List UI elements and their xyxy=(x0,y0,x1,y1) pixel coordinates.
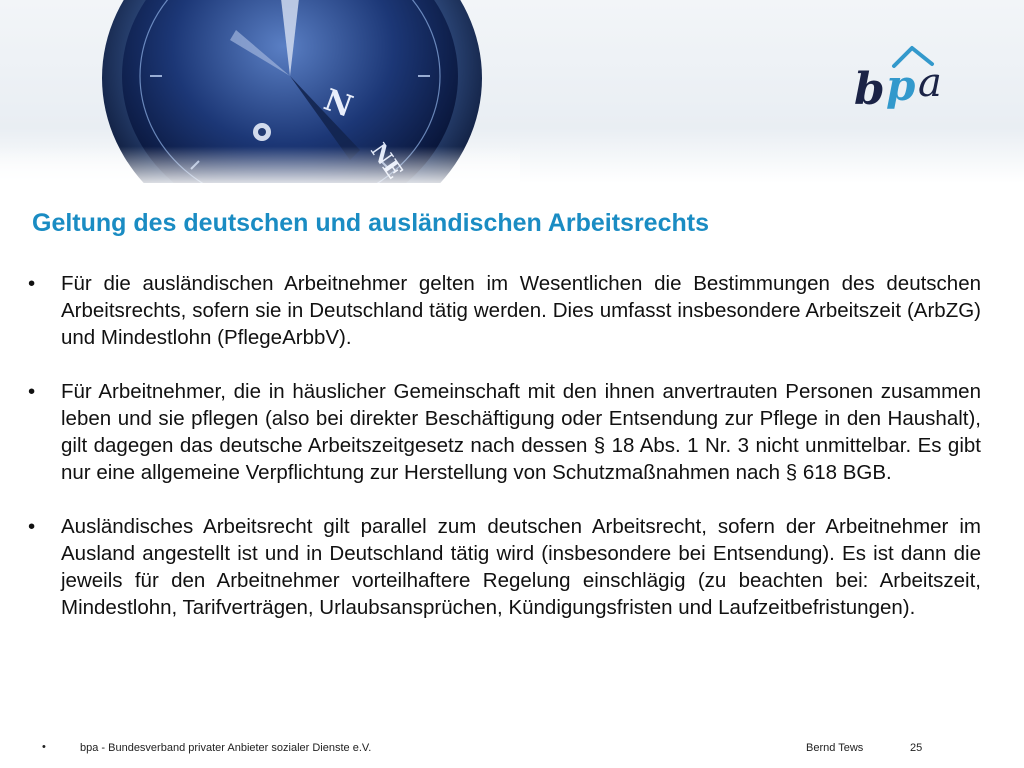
svg-text:b: b xyxy=(854,64,885,115)
compass-image xyxy=(0,0,520,183)
svg-text:p: p xyxy=(886,61,916,110)
bullet-marker: • xyxy=(28,515,36,538)
svg-text:a: a xyxy=(918,60,942,106)
bullet-item xyxy=(28,513,981,621)
slide-title: Geltung des deutschen und ausländischen Arbeitsrechts xyxy=(32,209,709,237)
bullet-marker: • xyxy=(28,272,36,295)
footer xyxy=(0,740,1024,760)
footer-marker: • xyxy=(42,741,46,753)
bullet-text: Für die ausländischen Arbeitnehmer gelten im Wesentlichen die Bestimmungen des deutschen Arbeitsrechts, sofern sie in Deutschland tätig werden. Dies umfasst insbesondere Arbeitszeit (ArbZG) und Mindestlohn (PflegeArbbV). xyxy=(61,272,981,349)
bullet-text: Für Arbeitnehmer, die in häuslicher Gemeinschaft mit den ihnen anvertrauten Personen zusammen leben und sie pflegen (also bei direkter Beschäftigung oder Entsendung zur Pflege in den Haushalt), gilt dagegen das deutsche Arbeitszeitgesetz nach dessen § 18 Abs. 1 Nr. 3 nicht unmittelbar. Es gibt nur eine allgemeine Verpflichtung zur Herstellung von Schutzmaßnahmen nach § 618 BGB. xyxy=(61,380,981,484)
bullet-text: Ausländisches Arbeitsrecht gilt parallel zum deutschen Arbeitsrecht, sofern der Arbeitnehmer im Ausland angestellt ist und in Deutschland tätig wird (insbesondere bei Entsendung). Es ist dann die jeweils für den Arbeitnehmer vorteilhaftere Regelung einschlägig (zu beachten bei: Arbeitszeit, Mindestlohn, Tarifverträgen, Urlaubsansprüchen, Kündigungsfristen und Laufzeitbefristungen). xyxy=(61,515,981,619)
bullet-item xyxy=(28,270,981,351)
header-banner xyxy=(0,0,1024,183)
page-number: 25 xyxy=(910,742,923,754)
footer-author: Bernd Tews xyxy=(806,742,864,754)
bpa-logo xyxy=(850,40,970,120)
footer-organization: bpa - Bundesverband privater Anbieter sozialer Dienste e.V. xyxy=(80,742,372,754)
bullet-item xyxy=(28,378,981,486)
bullet-marker: • xyxy=(28,380,36,403)
bullet-list xyxy=(28,270,981,648)
